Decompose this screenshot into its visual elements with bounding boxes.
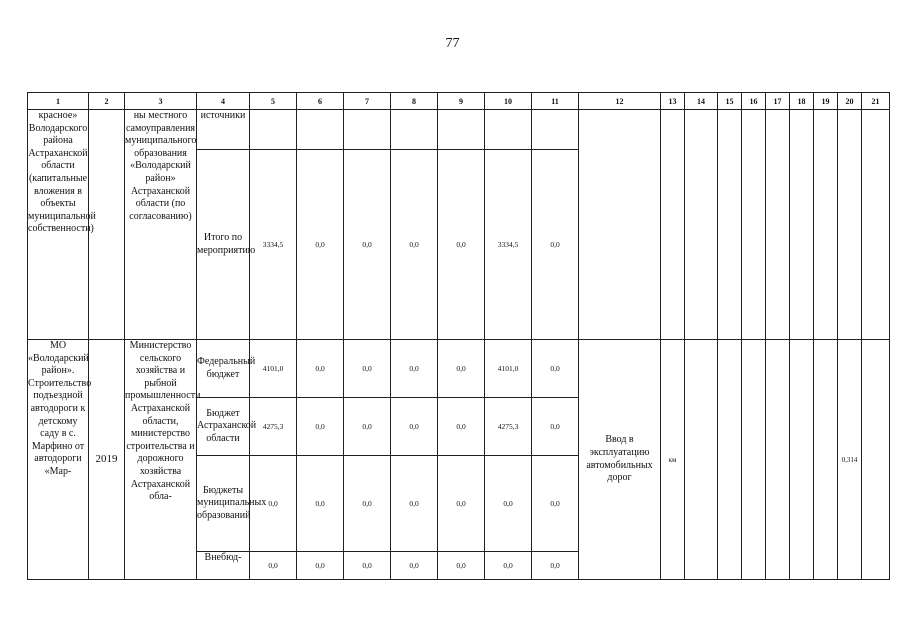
- column-number: 3: [125, 93, 197, 110]
- amount-cell: 0,0: [297, 552, 344, 580]
- amount-cell: 0,0: [344, 340, 391, 398]
- column-number: 6: [297, 93, 344, 110]
- column-number: 7: [344, 93, 391, 110]
- year-cell: 2019: [89, 340, 125, 580]
- column-number: 1: [28, 93, 89, 110]
- amount-cell: 0,0: [532, 150, 579, 340]
- amount-cell: 3334,5: [250, 150, 297, 340]
- year-cell: [89, 110, 125, 340]
- executor-cell: ны местного самоуправления муниципального образования «Володарский район» Астраханской области (по согласованию): [125, 110, 197, 340]
- amount-cell: 3334,5: [485, 150, 532, 340]
- column-number: 20: [838, 93, 862, 110]
- executor-cell: Министерство сельского хозяйства и рыбной промышленности Астраханской области, министерство строительства и дорожного хозяйства Астраханской обла-: [125, 340, 197, 580]
- column-number: 15: [718, 93, 742, 110]
- amount-cell: 0,0: [344, 552, 391, 580]
- indicator-cell: [579, 110, 661, 340]
- amount-cell: 0,0: [391, 398, 438, 456]
- column-number: 19: [814, 93, 838, 110]
- amount-cell: 0,0: [391, 340, 438, 398]
- amount-cell: 0,0: [485, 552, 532, 580]
- amount-cell: 0,0: [438, 456, 485, 552]
- amount-cell: 0,0: [485, 456, 532, 552]
- column-number: 16: [742, 93, 766, 110]
- table-row: [28, 110, 890, 150]
- column-number: 21: [862, 93, 890, 110]
- amount-cell: 4101,0: [485, 340, 532, 398]
- column-number: 18: [790, 93, 814, 110]
- amount-cell: 0,0: [297, 340, 344, 398]
- amount-cell: 4101,0: [250, 340, 297, 398]
- amount-cell: 4275,3: [250, 398, 297, 456]
- amount-cell: 0,0: [532, 340, 579, 398]
- target-value-cell: 0,314: [838, 340, 862, 580]
- amount-cell: 0,0: [391, 456, 438, 552]
- column-number: 12: [579, 93, 661, 110]
- column-number: 8: [391, 93, 438, 110]
- column-number: 14: [685, 93, 718, 110]
- amount-cell: 0,0: [391, 150, 438, 340]
- amount-cell: 0,0: [344, 456, 391, 552]
- amount-cell: 0,0: [297, 150, 344, 340]
- program-table: [27, 92, 890, 580]
- amount-cell: 0,0: [297, 398, 344, 456]
- table-row: [28, 340, 890, 398]
- column-number: 17: [766, 93, 790, 110]
- amount-cell: 0,0: [344, 150, 391, 340]
- amount-cell: 0,0: [532, 552, 579, 580]
- indicator-cell: Ввод в эксплуатацию автомобильных дорог: [579, 340, 661, 580]
- column-number: 5: [250, 93, 297, 110]
- amount-cell: 0,0: [438, 340, 485, 398]
- column-number: 9: [438, 93, 485, 110]
- amount-cell: 0,0: [391, 552, 438, 580]
- column-number: 10: [485, 93, 532, 110]
- amount-cell: 4275,3: [485, 398, 532, 456]
- funding-source-cell: Федеральный бюджет: [197, 340, 250, 398]
- funding-source-cell: Внебюд-: [197, 552, 250, 580]
- funding-source-cell: источники: [197, 110, 250, 150]
- column-number-row: [28, 93, 890, 110]
- amount-cell: 0,0: [438, 150, 485, 340]
- unit-cell: км: [661, 340, 685, 580]
- measure-name-cell: МО «Володарский район». Строительство подъездной автодороги к детскому саду в с. Марфино от автодороги «Мар-: [28, 340, 89, 580]
- measure-name-cell: красное» Володарского района Астраханской области (капитальные вложения в объекты муниципальной собственности): [28, 110, 89, 340]
- funding-source-cell: Бюджеты муниципальных образований: [197, 456, 250, 552]
- amount-cell: 0,0: [438, 398, 485, 456]
- amount-cell: 0,0: [297, 456, 344, 552]
- amount-cell: 0,0: [344, 398, 391, 456]
- amount-cell: 0,0: [438, 552, 485, 580]
- funding-source-cell: Бюджет Астраханской области: [197, 398, 250, 456]
- amount-cell: 0,0: [532, 398, 579, 456]
- column-number: 2: [89, 93, 125, 110]
- column-number: 13: [661, 93, 685, 110]
- amount-cell: 0,0: [532, 456, 579, 552]
- column-number: 4: [197, 93, 250, 110]
- column-number: 11: [532, 93, 579, 110]
- funding-source-cell: Итого по мероприятию: [197, 150, 250, 340]
- amount-cell: 0,0: [250, 552, 297, 580]
- page-number: 77: [445, 36, 460, 51]
- amount-cell: 0,0: [250, 456, 297, 552]
